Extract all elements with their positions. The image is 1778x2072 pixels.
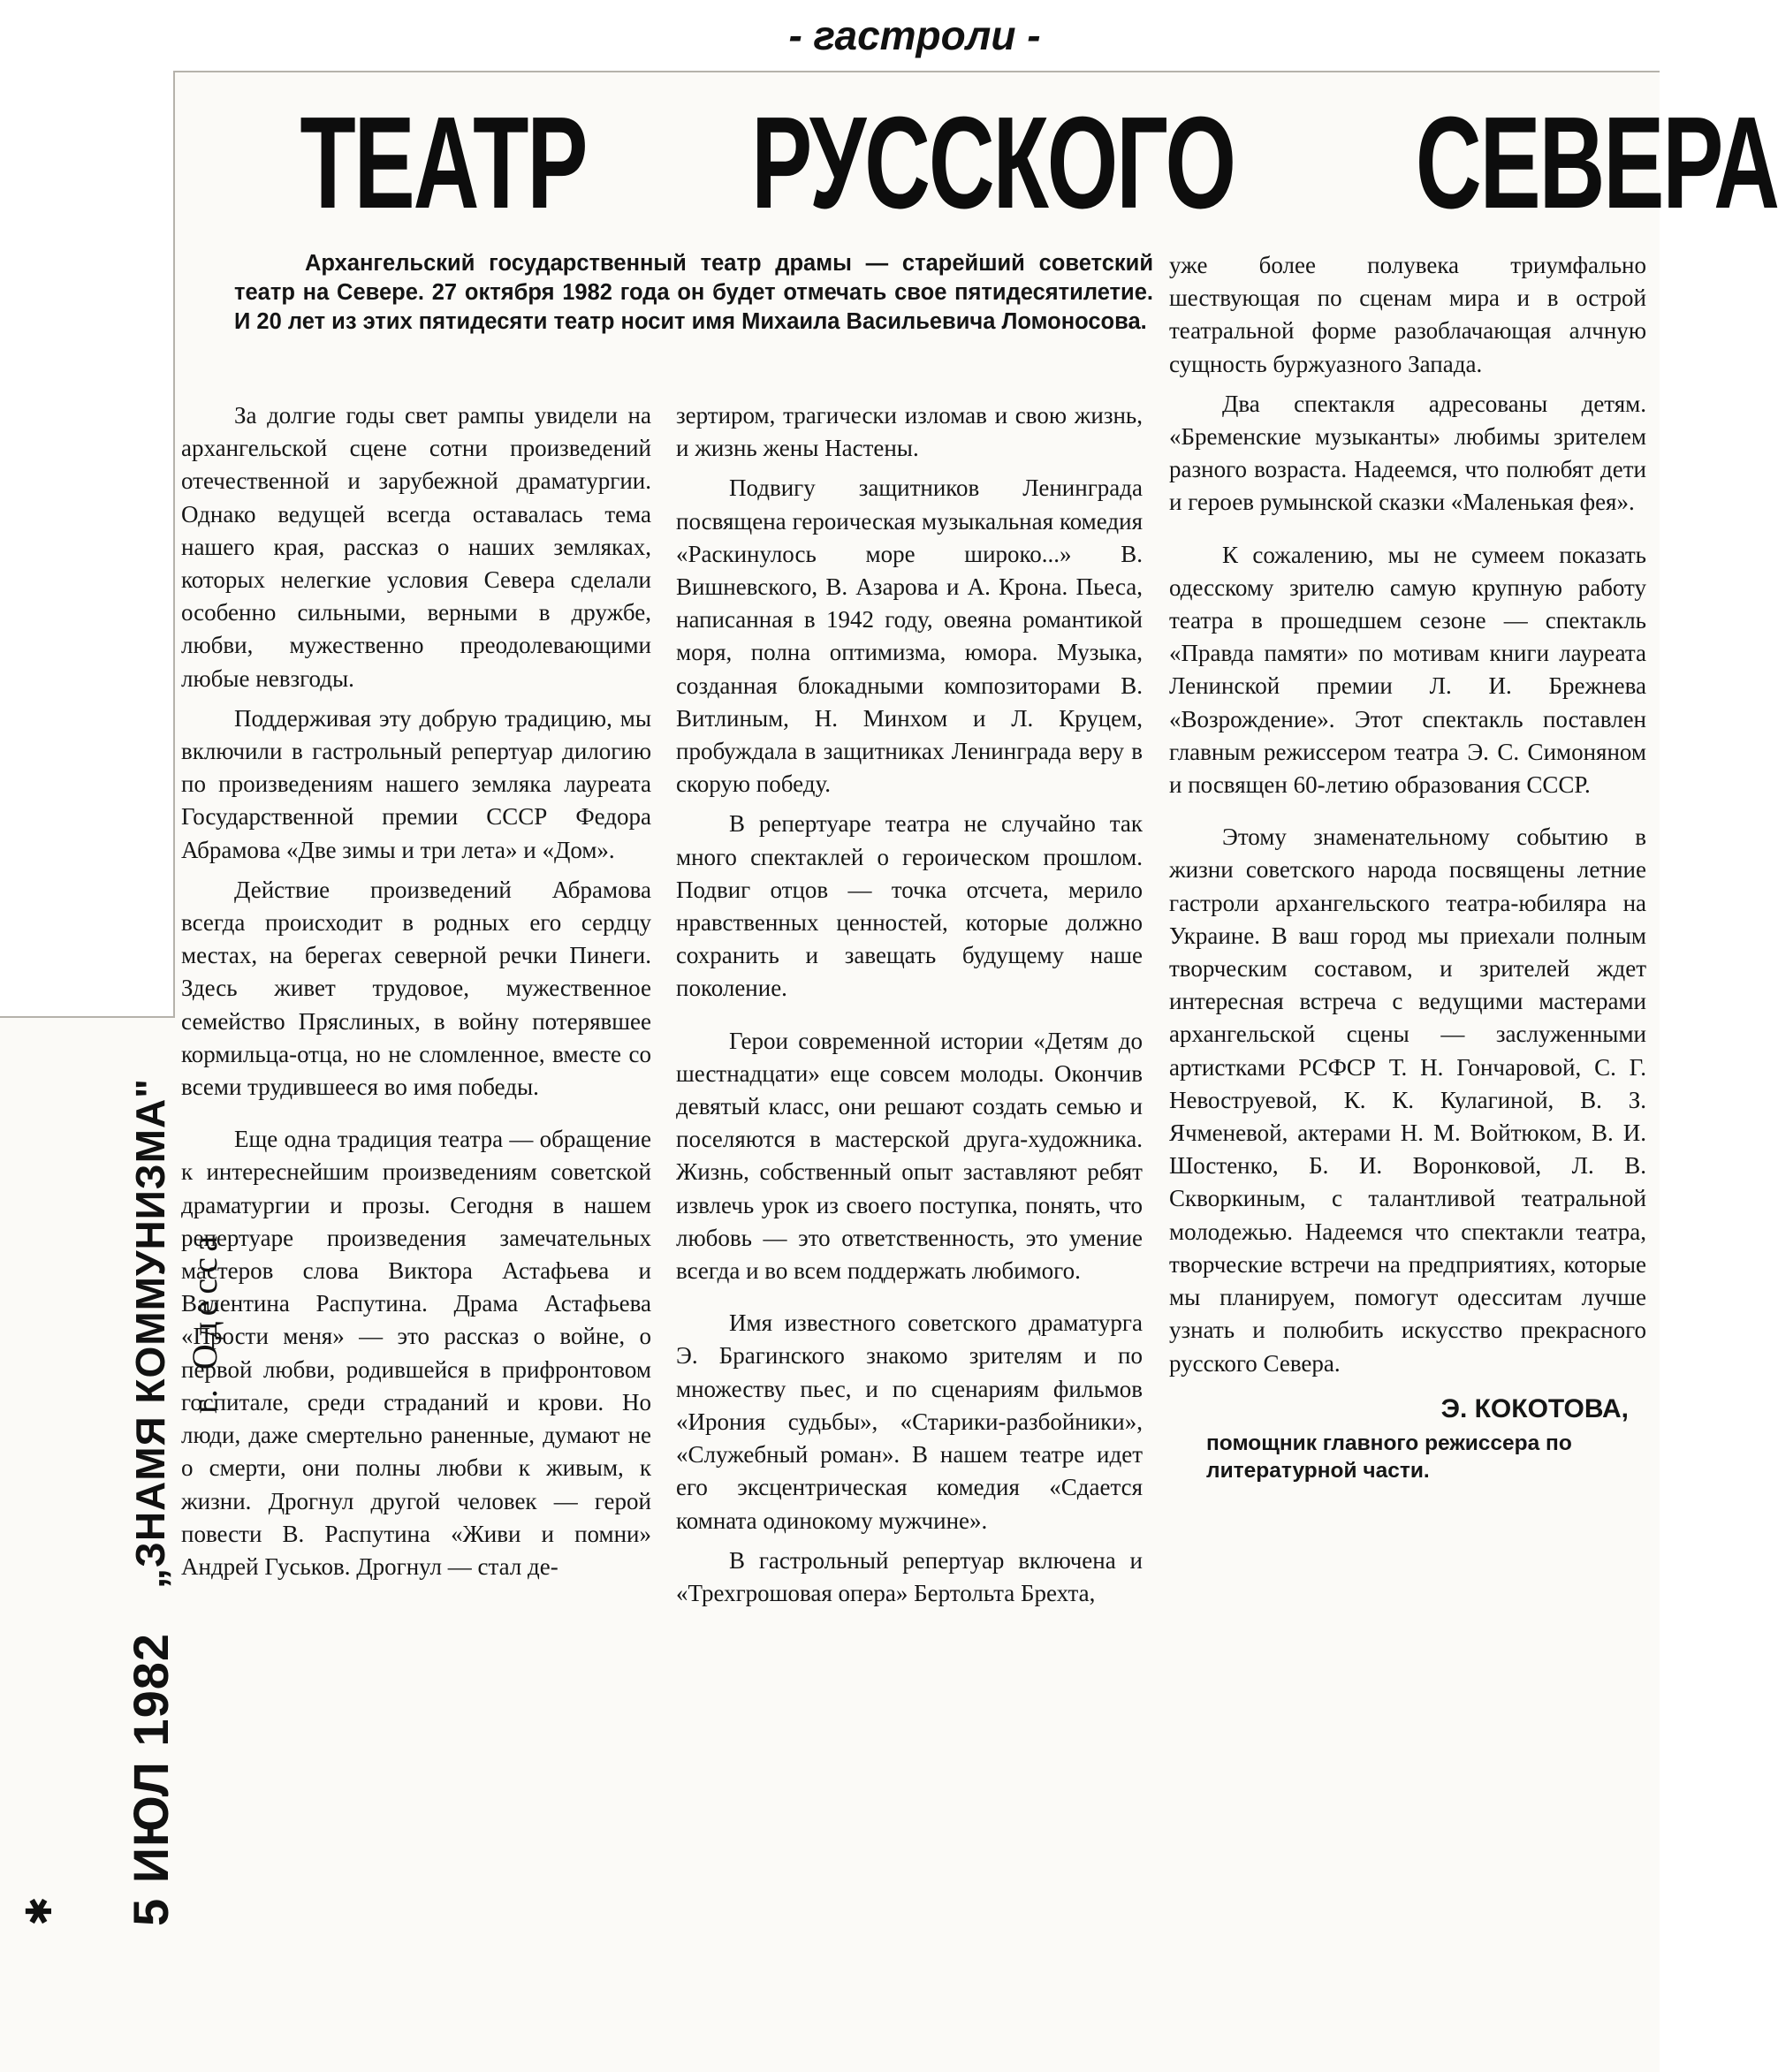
paragraph: В репертуаре театра не случайно так много спектаклей о героическом прошлом. Подвиг отцов — точка отсчета, мерило нравственных ценностей, которые должно сохранить и завещать будущему наше поколение. [676,810,1143,1002]
headline-word-1: ТЕАТР [300,90,587,236]
paragraph: Поддерживая эту добрую традицию, мы включили в гастрольный репертуар дилогию по произведениям нашего земляка лауреата Государственной премии СССР Федора Абрамова «Две зимы и три лета» и «Дом». [181,704,651,863]
paragraph: Герои современной истории «Детям до шестнадцати» еще совсем молоды. Окончив девятый класс, они решают создать семью и поселяются в мастерской друга-художника. Жизнь, собственный опыт заставляют ребят извлечь урок из своего поступка, понять, что любовь — это ответственность, это умение всегда и во всем поддержать любимого. [676,1027,1143,1285]
stamp-star-icon: ✱ [19,1896,59,1926]
text-column-2 [676,399,1143,1617]
paragraph: Этому знаменательному событию в жизни советского народа посвящены летние гастроли архангельского театра-юбиляра на Украине. В ваш город мы приехали полным творческим составом, и зрителей ждет интересная встреча с ведущими мастерами архангельской сцены — заслуженными артистками РСФСР Т. Н. Гончаровой, С. Г. Невоструевой, К. К. Кулагиной, В. З. Ячменевой, актерами Н. М. Войтюком, В. И. Шостенко, Б. И. Воронковой, Л. В. Скворкиным, с талантливой театральной молодежью. Надеемся что спектакли театра, творческие встречи на предприятиях, которые мы планируем, помогут одесситам лучше узнать и полюбить искусство прекрасного русского Севера. [1169,823,1646,1377]
author-role: помощник главного режиссера по литературной части. [1206,1431,1572,1483]
stamp-date: 5 ИЮЛ 1982 [122,1633,179,1926]
paragraph: Действие произведений Абрамова всегда происходит в родных его сердцу местах, на берегах северной речки Пинеги. Здесь живет трудовое, мужественное семейство Пряслиных, в войну потерявшее кормильца-отца, но не сломленное, вместе со всеми трудившееся во имя победы. [181,876,651,1101]
article-lead: Архангельский государственный театр драмы — старейший советский театр на Севере. 27 октября 1982 года он будет отмечать свое пятидесятилетие. И 20 лет из этих пятидесяти театр носит имя Михаила Васильевича Ломоносова. [234,251,1153,334]
archive-date-stamp [124,1016,230,1926]
article-headline [239,88,1778,239]
stamp-city: г. Одесса [185,1230,224,1414]
paragraph: зертиром, трагически изломав и свою жизнь, и жизнь жены Настены. [676,402,1143,462]
text-column-3 [1169,249,1646,1484]
paragraph: Два спектакля адресованы детям. «Бременские музыканты» любимы зрителем разного возраста. Надеемся, что полюбят дети и героев румынской сказки «Маленькая фея». [1169,390,1646,516]
paragraph: К сожалению, мы не сумеем показать одесскому зрителю самую крупную работу театра в прошедшем сезоне — спектакль «Правда памяти» по мотивам книги лауреата Ленинской премии Л. И. Брежнева «Возрождение». Этот спектакль поставлен главным режиссером театра Э. С. Симоняном и посвящен 60-летию образования СССР. [1169,541,1646,799]
paragraph: За долгие годы свет рампы увидели на архангельской сцене сотни произведений отечественной и зарубежной драматургии. Однако ведущей всегда оставалась тема нашего края, рассказ о наших земляках, которых нелегкие условия Севера сделали особенно сильными, верными в дружбе, любви, мужественно преодолевающими любые невзгоды. [181,402,651,692]
stamp-newspaper-name: „ЗНАМЯ КОММУНИЗМА" [127,1078,173,1589]
paragraph: В гастрольный репертуар включена и «Трехгрошовая опера» Бертольта Брехта, [676,1546,1143,1606]
paragraph: Имя известного советского драматурга Э. Брагинского знакомо зрителям и по множеству пьес, и по сценариям фильмов «Ирония судьбы», «Старики-разбойники», «Служебный роман». В нашем театре идет его эксцентрическая комедия «Сдается комната одинокому мужчине». [676,1309,1143,1534]
author-signature: Э. КОКОТОВА, [1440,1393,1629,1423]
rubric-label: - гастроли - [788,12,1041,58]
paragraph: уже более полувека триумфально шествующая по сценам мира и в острой театральной форме разоблачающая алчную сущность буржуазного Запада. [1169,252,1646,377]
headline-word-3: СЕВЕРА [1415,90,1778,236]
headline-word-2: РУССКОГО [750,90,1235,236]
paragraph: Подвигу защитников Ленинграда посвящена героическая музыкальная комедия «Раскинулось море широко...» В. Вишневского, В. Азарова и А. Крона. Пьеса, написанная в 1942 году, овеяна романтикой моря, полна оптимизма, юмора. Музыка, созданная блокадными композиторами В. Витлиным, Н. Минхом и Л. Круцем, пробуждала в защитниках Ленинграда веру в скорую победу. [676,474,1143,798]
paragraph: Еще одна традиция театра — обращение к интереснейшим произведениям советской драматургии и прозы. Сегодня в нашем репертуаре произведения замечательных мастеров слова Виктора Астафьева и Валентина Распутина. Драма Астафьева «Прости меня» — это рассказ о войне, о первой любви, родившейся в прифронтовом госпитале, среди страданий и крови. Но люди, даже смертельно раненные, думают не о смерти, они полны любви к живым, к жизни. Дрогнул другой человек — герой повести В. Распутина «Живи и помни» Андрей Гуськов. Дрогнул — стал де- [181,1126,651,1580]
text-column-1 [181,399,651,1590]
